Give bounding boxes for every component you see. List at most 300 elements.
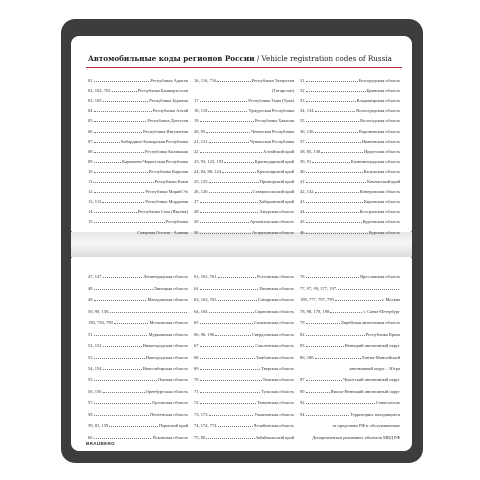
region-name: Вологодская область <box>360 118 400 124</box>
region-name: Тульская область <box>261 388 294 394</box>
dot-leader <box>200 101 248 102</box>
region-code: 59, 81, 159 <box>88 423 109 429</box>
region-name: Республика Крым <box>365 331 400 337</box>
region-entry <box>88 382 188 393</box>
region-entry <box>300 73 400 83</box>
region-code: 34, 134 <box>300 108 314 114</box>
region-entry <box>88 164 188 174</box>
region-entry <box>88 174 188 184</box>
region-name: Ханты-Мансийский <box>361 354 400 360</box>
region-code: 41 <box>300 179 305 185</box>
dot-leader <box>94 121 147 122</box>
region-name: Удмуртская Республика <box>248 108 294 114</box>
region-code: 12 <box>88 189 93 195</box>
top-column-1 <box>88 73 188 235</box>
region-code: 30 <box>194 229 199 235</box>
region-name: Забайкальский край <box>255 434 294 440</box>
dot-leader <box>200 403 256 404</box>
region-name: Псковская область <box>152 434 188 440</box>
region-code: 79 <box>300 320 305 326</box>
dot-leader <box>94 335 148 336</box>
dot-leader <box>306 142 361 143</box>
dot-leader <box>218 426 253 427</box>
region-name: Краснодарский край <box>254 158 294 164</box>
region-code: 39, 91 <box>300 158 312 164</box>
region-entry <box>300 194 400 204</box>
region-code: 13, 113 <box>88 199 102 205</box>
dot-leader <box>200 323 253 324</box>
region-entry <box>88 405 188 416</box>
dot-leader <box>94 152 145 153</box>
region-name: Калининградская область <box>350 158 400 164</box>
region-name: Камчатский край <box>367 179 400 185</box>
region-name: Липецкая область <box>153 285 188 291</box>
dot-leader <box>200 369 261 370</box>
region-entry <box>300 394 400 405</box>
region-code: 36, 136 <box>300 128 314 134</box>
region-code: 83 <box>300 343 305 349</box>
region-code: 06 <box>88 128 93 134</box>
region-code: 87 <box>300 377 305 383</box>
region-code: 07 <box>88 138 93 144</box>
dot-leader <box>103 277 143 278</box>
region-entry <box>194 382 294 393</box>
region-code: 55 <box>88 377 93 383</box>
dot-leader <box>103 392 145 393</box>
region-entry <box>194 184 294 194</box>
dot-leader <box>103 369 142 370</box>
region-name: Тамбовская область <box>255 354 294 360</box>
region-entry <box>300 174 400 184</box>
region-entry <box>300 93 400 103</box>
dot-leader <box>217 81 250 82</box>
region-name: Чувашская Республика <box>249 138 294 144</box>
region-name: Магаданская область <box>147 297 188 303</box>
region-entry <box>300 214 400 224</box>
region-name: Республика Мордовия <box>145 199 188 205</box>
region-name: Приморский край <box>259 179 294 185</box>
book-spine <box>71 229 412 257</box>
region-code: 23, 93, 123, 193 <box>194 158 224 164</box>
region-name: Республика Калмыкия <box>145 148 188 154</box>
region-entry <box>194 123 294 133</box>
region-code: 02, 102, 702 <box>88 88 111 94</box>
region-entry <box>300 113 400 123</box>
region-code: 50, 90, 150, <box>88 308 110 314</box>
region-entry <box>300 123 400 133</box>
region-entry <box>88 184 188 194</box>
region-code: 37 <box>300 138 305 144</box>
brand-logo: BRAUBERG <box>86 441 115 446</box>
region-code: 24, 84, 88, 124 <box>194 168 221 174</box>
dot-leader <box>110 312 187 313</box>
region-entry <box>300 405 400 416</box>
region-code: 09 <box>88 158 93 164</box>
region-code: 86, 186 <box>300 354 314 360</box>
region-code: 78, 98, 178, 198 <box>300 308 330 314</box>
region-entry <box>194 154 294 164</box>
region-entry <box>194 348 294 359</box>
region-name: Республика Дагестан <box>147 118 188 124</box>
region-name: автономный округ – Югра <box>349 365 400 371</box>
region-name: Воронежская область <box>358 128 400 134</box>
region-code: 76 <box>300 274 305 280</box>
region-code: 03, 103 <box>88 98 102 104</box>
region-entry <box>300 417 400 428</box>
region-name: Кемеровская область <box>359 189 400 195</box>
region-code: 44 <box>300 209 305 215</box>
region-entry <box>88 204 188 214</box>
dot-leader <box>103 346 142 347</box>
region-code: 29 <box>194 219 199 225</box>
region-name: Амурская область <box>259 209 294 215</box>
dot-leader <box>200 392 261 393</box>
region-entry <box>88 93 188 103</box>
region-entry <box>194 83 294 93</box>
region-entry <box>300 371 400 382</box>
region-name: Новосибирская область <box>142 365 188 371</box>
region-entry <box>88 394 188 405</box>
region-entry <box>194 360 294 371</box>
region-entry <box>88 279 188 290</box>
dot-leader <box>94 172 148 173</box>
region-code: 71 <box>194 388 199 394</box>
region-name: Республика Ингушетия <box>143 128 188 134</box>
region-name: Мурманская область <box>148 331 188 337</box>
region-entry <box>88 417 188 428</box>
bottom-column-1 <box>88 268 188 440</box>
region-entry <box>300 184 400 194</box>
region-code: 18, 118 <box>194 108 208 114</box>
region-entry <box>194 73 294 83</box>
region-code: 16, 116, 716 <box>194 78 217 84</box>
region-entry <box>300 337 400 348</box>
region-code: 69 <box>194 365 199 371</box>
dot-leader <box>321 152 363 153</box>
region-name: Кировская область <box>363 199 400 205</box>
region-code: 77, 97, 99, 177, 197, <box>300 285 338 291</box>
region-name: Орловская область <box>151 400 188 406</box>
region-code: 42, 142 <box>300 189 314 195</box>
region-name: Республика Карелия <box>148 168 188 174</box>
dot-leader <box>215 335 251 336</box>
region-code: 64, 164 <box>194 308 208 314</box>
region-name: Астраханская область <box>252 229 294 235</box>
dot-leader <box>209 415 254 416</box>
region-entry <box>88 348 188 359</box>
region-entry <box>88 194 188 204</box>
region-code: 22 <box>194 148 199 154</box>
dot-leader <box>306 91 366 92</box>
top-column-2 <box>194 73 294 235</box>
dot-leader <box>94 162 122 163</box>
region-entry <box>194 194 294 204</box>
region-code: 10 <box>88 168 93 174</box>
dot-leader <box>315 111 356 112</box>
region-name: Омская область <box>157 377 188 383</box>
dot-leader <box>315 192 359 193</box>
region-code: 68 <box>194 354 199 360</box>
region-code: 17 <box>194 98 199 104</box>
region-name: г. Москва <box>381 297 400 303</box>
region-entry <box>194 371 294 382</box>
dot-leader <box>306 121 360 122</box>
region-name: Сахалинская область <box>253 320 294 326</box>
region-entry <box>88 428 188 439</box>
dot-leader <box>306 392 330 393</box>
dot-leader <box>306 202 363 203</box>
region-code: 190, 750, 790 <box>88 320 113 326</box>
region-entry <box>300 428 400 439</box>
dot-leader <box>200 289 259 290</box>
region-code: 08 <box>88 148 93 154</box>
region-name: Красноярский край <box>256 168 294 174</box>
region-name: Челябинская область <box>253 423 294 429</box>
top-column-3 <box>300 73 400 235</box>
region-code: 04 <box>88 108 93 114</box>
region-name: Республика Коми <box>154 179 188 185</box>
region-name: Саратовская область <box>254 308 294 314</box>
region-entry <box>88 73 188 83</box>
region-name: Севастополь <box>375 400 400 406</box>
dot-leader <box>306 101 356 102</box>
dot-leader <box>306 277 360 278</box>
region-name: Карачаево-Черкесская Республика <box>122 158 188 164</box>
region-entry <box>194 224 294 234</box>
region-name: за пределами РФ и обслуживаемые <box>332 423 400 429</box>
region-entry <box>88 214 188 224</box>
region-name: Нижегородская область <box>142 343 188 349</box>
dot-leader <box>93 182 153 183</box>
region-name: Республика Алтай <box>152 108 188 114</box>
region-code: 61, 161, 761 <box>194 274 217 280</box>
dot-leader <box>306 346 344 347</box>
title-underline <box>86 67 402 68</box>
region-code: 32 <box>300 88 305 94</box>
dot-leader <box>306 415 350 416</box>
dot-leader <box>306 172 363 173</box>
region-entry <box>194 214 294 224</box>
region-name: Московская область <box>149 320 188 326</box>
region-code: 73, 173 <box>194 411 208 417</box>
dot-leader <box>94 438 152 439</box>
region-code: 65 <box>194 320 199 326</box>
region-code: 53 <box>88 354 93 360</box>
region-name: Калужская область <box>363 168 400 174</box>
region-name: Владимирская область <box>356 98 400 104</box>
region-entry <box>88 302 188 313</box>
region-name: (Татарстан) <box>271 88 294 94</box>
region-entry <box>194 337 294 348</box>
region-entry <box>300 268 400 279</box>
dot-leader <box>94 358 145 359</box>
region-code: 45 <box>300 219 305 225</box>
dot-leader <box>200 358 255 359</box>
region-entry <box>88 268 188 279</box>
region-entry <box>88 325 188 336</box>
dot-leader <box>224 162 253 163</box>
region-code: 52, 152 <box>88 343 102 349</box>
region-entry <box>194 113 294 123</box>
region-name: Белгородская область <box>358 78 400 84</box>
region-entry <box>88 291 188 302</box>
region-name: Республика Хакасия <box>254 118 294 124</box>
region-code: 67 <box>194 343 199 349</box>
region-code: 74, 174, 774 <box>194 423 217 429</box>
dot-leader <box>315 132 358 133</box>
region-code: 57 <box>88 400 93 406</box>
region-name: Ульяновская область <box>254 411 294 417</box>
region-name: Ненецкий автономный округ <box>344 343 400 349</box>
region-name: Республика Башкортостан <box>137 88 188 94</box>
region-name: Ивановская область <box>361 138 400 144</box>
region-name: Архангельская область <box>249 219 294 225</box>
dot-leader <box>306 335 365 336</box>
region-entry <box>88 360 188 371</box>
dot-leader <box>335 300 381 301</box>
dot-leader <box>103 101 149 102</box>
region-code: 20, 95 <box>194 128 206 134</box>
region-code: 92 <box>300 400 305 406</box>
region-name: Алтайский край <box>263 148 294 154</box>
region-name: Смоленская область <box>255 343 294 349</box>
region-entry <box>88 154 188 164</box>
region-code: 51 <box>88 331 93 337</box>
region-name: Ямало-Ненецкий автономный округ <box>330 388 400 394</box>
region-code: 82 <box>300 331 305 337</box>
region-entry <box>300 144 400 154</box>
region-code: 54, 154 <box>88 365 102 371</box>
region-code: 01 <box>88 78 93 84</box>
region-code: 27 <box>194 199 199 205</box>
region-name: Республика Татарстан <box>251 78 294 84</box>
dot-leader <box>94 380 157 381</box>
region-name: Костромская область <box>359 209 400 215</box>
region-entry <box>88 123 188 133</box>
dot-leader <box>306 323 341 324</box>
region-entry <box>300 204 400 214</box>
region-name: Курганская область <box>362 219 400 225</box>
dot-leader <box>315 358 361 359</box>
region-code: 40 <box>300 168 305 174</box>
region-name: Курская область <box>368 229 400 235</box>
title-english: / Vehicle registration codes of Russia <box>254 54 392 63</box>
region-code: 56, 156 <box>88 388 102 394</box>
region-name: Чукотский автономный округ <box>343 377 400 383</box>
region-entry <box>194 103 294 113</box>
region-code: 31 <box>300 78 305 84</box>
region-code: 63, 163, 763 <box>194 297 217 303</box>
dot-leader <box>306 380 343 381</box>
region-entry <box>88 144 188 154</box>
region-code: 47, 147 <box>88 274 102 280</box>
region-name: Оренбургская область <box>145 388 188 394</box>
region-code: 75, 80 <box>194 434 206 440</box>
region-entry <box>300 279 400 290</box>
region-name: Территории, находящиеся <box>350 411 400 417</box>
region-entry <box>194 405 294 416</box>
region-code: 35 <box>300 118 305 124</box>
dot-leader <box>200 152 263 153</box>
region-entry <box>300 83 400 93</box>
region-name: Республика Тыва (Тува) <box>248 98 294 104</box>
dot-leader <box>109 426 158 427</box>
region-entry <box>194 268 294 279</box>
title-russian: Автомобильные коды регионов России <box>88 54 255 63</box>
region-code: 26, 126 <box>194 189 208 195</box>
dot-leader <box>209 142 249 143</box>
dot-leader <box>306 222 362 223</box>
region-code: 38, 85, 138 <box>300 148 321 154</box>
region-code: 60 <box>88 434 93 440</box>
region-entry <box>194 204 294 214</box>
region-code: 05 <box>88 118 93 124</box>
region-code: 11 <box>88 179 93 185</box>
region-entry <box>300 325 400 336</box>
region-entry <box>300 164 400 174</box>
dot-leader <box>200 121 254 122</box>
region-entry <box>194 134 294 144</box>
dot-leader <box>94 142 121 143</box>
region-entry <box>194 302 294 313</box>
region-name: Республика Марий Эл <box>145 189 188 195</box>
dot-leader <box>200 212 259 213</box>
region-entry <box>88 314 188 325</box>
region-entry <box>88 337 188 348</box>
dot-leader <box>94 81 150 82</box>
region-entry <box>300 348 400 359</box>
dot-leader <box>94 289 153 290</box>
region-name: Самарская область <box>257 297 294 303</box>
region-entry <box>194 417 294 428</box>
region-name: Департаментом режимных объектов МВД РФ <box>312 434 400 440</box>
region-name: Ленинградская область <box>143 274 188 280</box>
region-code: 94 <box>300 411 305 417</box>
region-name: Ярославская область <box>360 274 400 280</box>
dot-leader <box>206 438 254 439</box>
region-name: Северная Осетия - Алания <box>137 229 188 235</box>
region-entry <box>300 360 400 371</box>
dot-leader <box>306 212 359 213</box>
dot-leader <box>94 415 150 416</box>
region-entry <box>194 325 294 336</box>
region-name: Республика Бурятия <box>149 98 188 104</box>
region-entry <box>300 224 400 234</box>
region-code: 48 <box>88 285 93 291</box>
region-name: Рязанская область <box>259 285 294 291</box>
dot-leader <box>209 182 259 183</box>
region-entry <box>194 174 294 184</box>
region-entry <box>194 291 294 302</box>
region-name: Пермский край <box>158 423 188 429</box>
bottom-column-3 <box>300 268 400 440</box>
dot-leader <box>330 312 362 313</box>
page-title <box>88 54 408 63</box>
region-code: 33 <box>300 98 305 104</box>
region-code: 89 <box>300 388 305 394</box>
region-name: Ставропольский край <box>252 189 294 195</box>
region-entry <box>300 154 400 164</box>
region-entry <box>300 382 400 393</box>
region-name: Тверская область <box>261 365 294 371</box>
dot-leader <box>312 162 350 163</box>
region-entry <box>88 371 188 382</box>
region-code: 28 <box>194 209 199 215</box>
region-name: Кабардино-Балкарская Республика <box>121 138 188 144</box>
dot-leader <box>112 91 137 92</box>
dot-leader <box>200 346 255 347</box>
region-entry <box>300 291 400 302</box>
